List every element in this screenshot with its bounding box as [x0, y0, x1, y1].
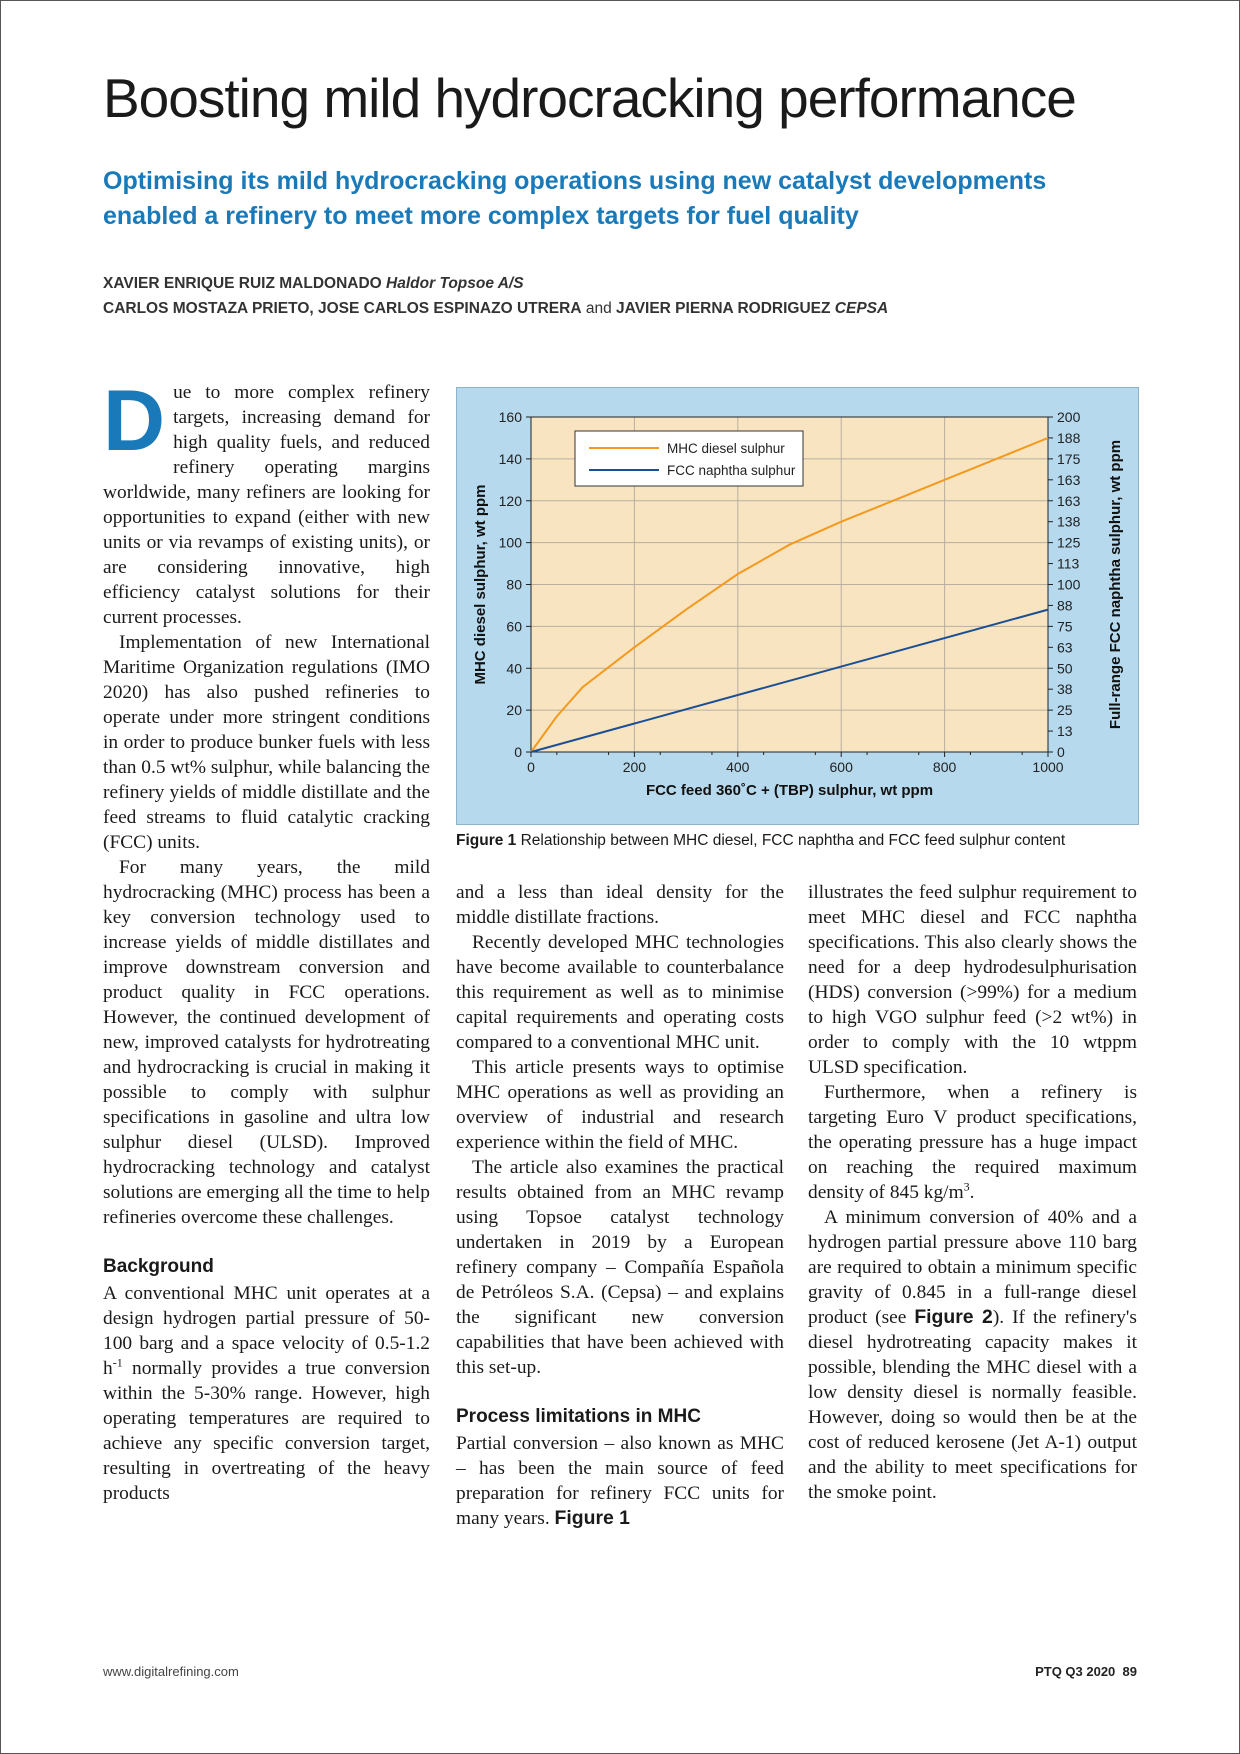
body-column-1 [103, 373, 430, 1506]
paragraph: Recently developed MHC technologies have become available to counterbalance this requirement as well as to minimise capital requirements and operating costs compared to a conventional MHC unit. [456, 932, 784, 1053]
y2-tick-label: 113 [1057, 555, 1080, 572]
figure-1-caption [456, 832, 1156, 850]
x-tick-label: 600 [829, 759, 853, 775]
page-number: 89 [1122, 1664, 1137, 1679]
footer-publication [1035, 1664, 1137, 1679]
x-axis-label: FCC feed 360˚C + (TBP) sulphur, wt ppm [645, 782, 934, 799]
y2-tick-label: 125 [1057, 534, 1081, 551]
author-line-1 [103, 271, 1143, 296]
figure-1-chart [456, 387, 1139, 825]
y-tick-label: 20 [506, 702, 522, 719]
paragraph: Partial conversion – also known as MHC – has been the main source of feed preparation for refinery FCC units for many years. Figure 1 [456, 1433, 784, 1529]
author-names-1: XAVIER ENRIQUE RUIZ MALDONADO [103, 275, 382, 292]
author-line-2 [103, 296, 1143, 321]
y-tick-label: 160 [498, 409, 522, 425]
author-and: and [585, 300, 612, 317]
x-tick-label: 800 [932, 759, 957, 775]
figure-1-reference: Figure 1 [554, 1507, 630, 1529]
figure-label: Figure 1 [456, 832, 517, 849]
author-names-3: JAVIER PIERNA RODRIGUEZ [616, 300, 831, 317]
article-title: Boosting mild hydrocracking performance [103, 67, 1076, 129]
section-heading-process: Process limitations in MHC [456, 1406, 701, 1427]
author-names-2: CARLOS MOSTAZA PRIETO, JOSE CARLOS ESPINAZO UTRERA [103, 300, 582, 317]
y2-tick-label: 88 [1057, 597, 1073, 614]
y-tick-label: 80 [506, 576, 522, 593]
y2-tick-label: 138 [1057, 513, 1081, 530]
intro-paragraph: Due to more complex refinery targets, increasing demand for high quality fuels, and reduced refinery operating margins worldwide, many refiners are looking for opportunities to expand (either with new units or via revamps of existing units), or are considering innovative, high efficiency catalyst solutions for their current processes. [103, 373, 430, 628]
paragraph: A minimum conversion of 40% and a hydrogen partial pressure above 110 barg are required to obtain a minimum specific gravity of 0.845 in a full-range diesel product (see Figure 2). If the refinery's diesel hydrotreating capacity makes it possible, blending the MHC diesel with a low density diesel is normally feasible. However, doing so would then be at the cost of reduced kerosene (Jet A-1) output and the ability to meet specifications for the smoke point. [808, 1207, 1137, 1503]
x-tick-label: 200 [622, 759, 647, 775]
footer-url: www.digitalrefining.com [103, 1664, 239, 1679]
x-tick-label: 1000 [1032, 759, 1064, 775]
y-tick-label: 100 [498, 534, 522, 551]
y2-tick-label: 188 [1057, 429, 1081, 446]
y2-tick-label: 163 [1057, 492, 1081, 509]
author-affiliation-1: Haldor Topsoe A/S [386, 275, 524, 292]
y2-tick-label: 25 [1057, 702, 1073, 719]
body-column-2 [456, 880, 784, 1531]
drop-cap: D [103, 373, 166, 469]
y-axis-label: MHC diesel sulphur, wt ppm [472, 484, 489, 685]
y2-tick-label: 38 [1057, 681, 1073, 698]
paragraph: For many years, the mild hydrocracking (MHC) process has been a key conversion technology used to increase yields of middle distillates and improve downstream conversion and product quality in FCC operations. However, the continued development of new, improved catalysts for hydrotreating and hydrocracking is crucial in making it possible to comply with sulphur specifications in gasoline and ultra low sulphur diesel (ULSD). Improved hydrocracking technology and catalyst solutions are emerging all the time to help refineries overcome these challenges. [103, 857, 430, 1228]
body-column-3 [808, 880, 1137, 1505]
y2-tick-label: 100 [1057, 576, 1081, 593]
publication-name: PTQ Q3 2020 [1035, 1664, 1116, 1679]
y2-tick-label: 0 [1057, 744, 1065, 760]
y2-tick-label: 50 [1057, 660, 1073, 677]
paragraph: Furthermore, when a refinery is targeting Euro V product specifications, the operating pressure has a huge impact on reaching the required maximum density of 845 $kg/m^3$. [808, 1082, 1137, 1203]
y2-tick-label: 163 [1057, 471, 1081, 488]
figure-2-reference: Figure 2 [914, 1306, 993, 1328]
y-tick-label: 40 [506, 660, 522, 677]
y-tick-label: 60 [506, 618, 522, 635]
author-affiliation-2: CEPSA [834, 300, 889, 317]
y-tick-label: 120 [498, 492, 522, 509]
legend-entry: MHC diesel sulphur [667, 441, 785, 456]
y-tick-label: 140 [498, 450, 522, 467]
paragraph: illustrates the feed sulphur requirement to meet MHC diesel and FCC naphtha specifications. This also clearly shows the need for a deep hydrodesulphurisation (HDS) conversion (>99%) for a medium to high VGO sulphur feed (>2 wt%) in order to comply with the 10 wtppm ULSD specification. [808, 882, 1137, 1078]
x-tick-label: 0 [527, 759, 535, 775]
paragraph: This article presents ways to optimise MHC operations as well as providing an overview of industrial and research experience within the field of MHC. [456, 1057, 784, 1153]
paragraph: A conventional MHC unit operates at a design hydrogen partial pressure of 50-100 barg and a space velocity of 0.5-1.2 $h^{-1}$ normally provides a true conversion within the 5-30% range. However, high operating temperatures are required to achieve any specific conversion target, resulting in overtreating of the heavy products [103, 1283, 430, 1504]
y2-tick-label: 13 [1057, 723, 1073, 740]
y2-tick-label: 175 [1057, 450, 1081, 467]
paragraph: Implementation of new International Maritime Organization regulations (IMO 2020) has also pushed refineries to operate under more stringent conditions in order to produce bunker fuels with less than 0.5 wt% sulphur, while balancing the refinery yields of middle distillate and the feed streams to fluid catalytic cracking (FCC) units. [103, 632, 430, 853]
legend-entry: FCC naphtha sulphur [667, 463, 796, 478]
y2-tick-label: 200 [1057, 409, 1081, 425]
author-block [103, 271, 1143, 321]
article-subtitle: Optimising its mild hydrocracking operations using new catalyst developments enabled a refinery to meet more complex targets for fuel quality [103, 167, 1047, 230]
paragraph: The article also examines the practical results obtained from an MHC revamp using Topsoe catalyst technology undertaken in 2019 by a European refinery company – Compañía Española de Petróleos S.A. (Cepsa) – and explains the significant new conversion capabilities that have been achieved with this set-up. [456, 1157, 784, 1378]
x-tick-label: 400 [726, 759, 750, 775]
paragraph: and a less than ideal density for the middle distillate fractions. [456, 882, 784, 928]
chart-svg [457, 388, 1138, 824]
y2-tick-label: 63 [1057, 639, 1073, 656]
y-tick-label: 0 [514, 744, 522, 760]
section-heading-background: Background [103, 1256, 214, 1277]
y2-tick-label: 75 [1057, 618, 1073, 635]
y2-axis-label: Full-range FCC naphtha sulphur, wt ppm [1107, 439, 1124, 730]
figure-caption-text: Relationship between MHC diesel, FCC naphtha and FCC feed sulphur content [520, 832, 1066, 849]
